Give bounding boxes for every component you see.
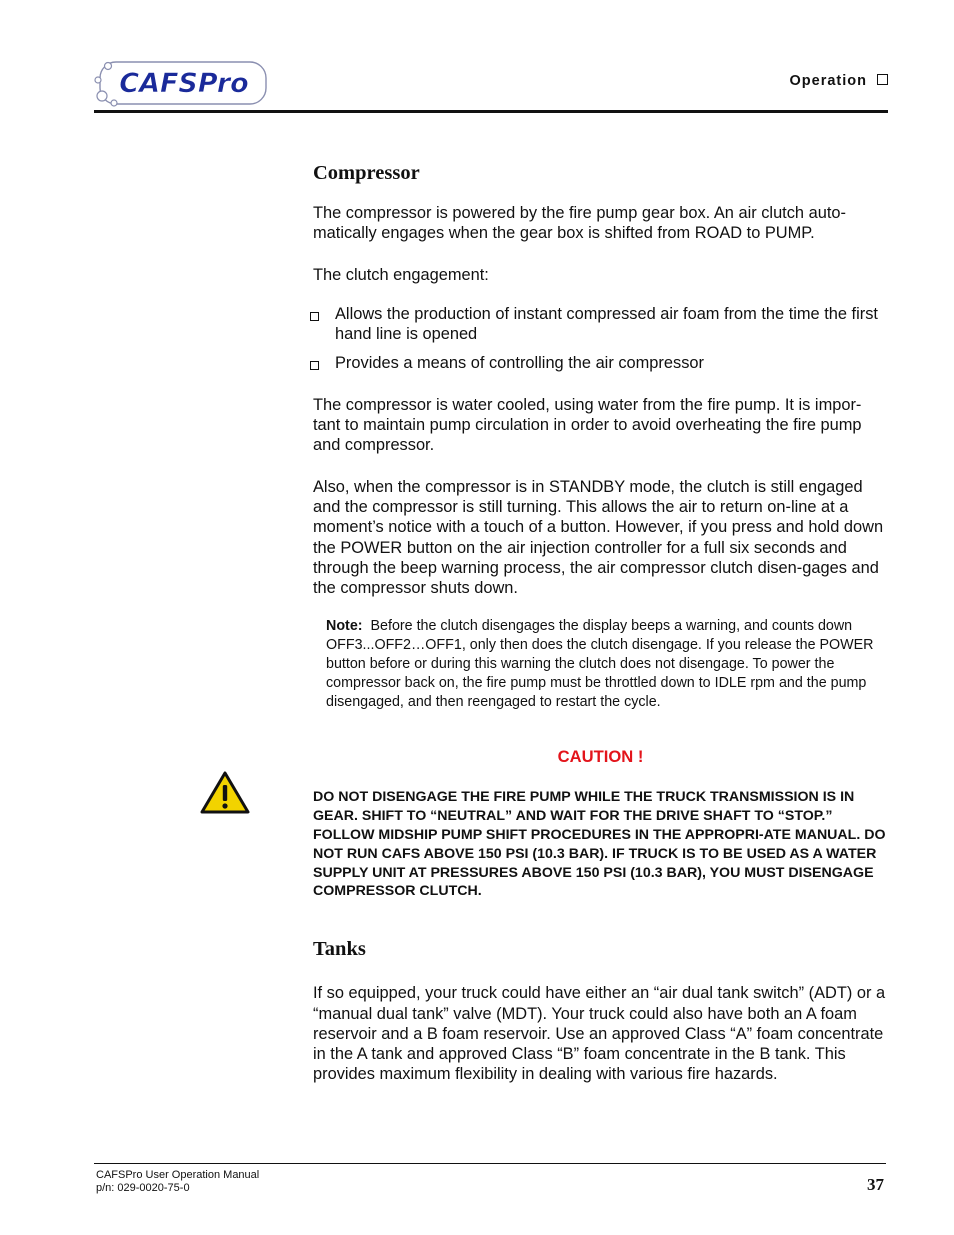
note-block	[326, 617, 888, 712]
bullet-item: Provides a means of controlling the air compressor	[313, 353, 888, 373]
svg-text:CAFSPro: CAFSPro	[119, 68, 249, 99]
compressor-para-2: The clutch engagement:	[313, 265, 489, 284]
checkbox-square-icon	[310, 361, 319, 370]
caution-title: CAUTION !	[557, 747, 644, 767]
page-number: 37	[867, 1175, 884, 1194]
compressor-para-4: Also, when the compressor is in STANDBY mode, the clutch is still engaged and the compressor is still turning. This allows the air to return on-line at a moment’s notice with a touch of a button. However, if you press and hold down the POWER button on the air injection controller for a full six seconds and through the beep warning process, the air compressor clutch disen-gages and the compressor shuts down.	[313, 477, 884, 598]
checkbox-square-icon	[877, 74, 888, 85]
header-rule	[94, 110, 888, 113]
note-text: Before the clutch disengages the display beeps a warning, and counts down OFF3...OFF2…OFF1, only then does the clutch disengage. If you release the POWER button before or during this warning the clutch does not disengage. To power the compressor back on, the fire pump must be throttled down to IDLE rpm and the pump disengaged, and then reengaged to restart the cycle.	[326, 618, 874, 711]
compressor-para-1: The compressor is powered by the fire pump gear box. An air clutch auto-matically engages when the gear box is shifted from ROAD to PUMP.	[313, 204, 846, 243]
section-label: Operation	[790, 73, 888, 89]
checkbox-square-icon	[310, 312, 319, 321]
note-label: Note:	[326, 618, 363, 635]
footer-rule	[94, 1163, 886, 1164]
footer-left	[96, 1169, 259, 1195]
bullet-item: Allows the production of instant compressed air foam from the time the first hand line is opened	[313, 304, 888, 345]
part-number: p/n: 029-0020-75-0	[96, 1182, 190, 1194]
main-content	[313, 162, 888, 1085]
tanks-para-1: If so equipped, your truck could have either an “air dual tank switch” (ADT) or a “manual dual tank” valve (MDT). Your truck could also have both an A foam reservoir and a B foam reservoir. Use an approved Class “A” foam concentrate in the A tank and approved Class “B” foam concentrate in the B tank. This provides maximum flexibility in dealing with various fire hazards.	[313, 984, 886, 1084]
clutch-bullets	[313, 304, 888, 374]
compressor-para-3: The compressor is water cooled, using water from the fire pump. It is impor-tant to maintain pump circulation in order to avoid overheating the fire pump and compressor.	[313, 395, 862, 455]
manual-title: CAFSPro User Operation Manual	[96, 1169, 260, 1181]
cafspro-logo	[94, 56, 270, 108]
compressor-heading: Compressor	[313, 162, 420, 184]
warning-triangle-icon	[199, 770, 251, 816]
tanks-heading: Tanks	[313, 938, 366, 961]
caution-body: DO NOT DISENGAGE THE FIRE PUMP WHILE THE TRUCK TRANSMISSION IS IN GEAR. SHIFT TO “NEUTRAL” AND WAIT FOR THE DRIVE SHAFT TO “STOP.” FOLLOW MIDSHIP PUMP SHIFT PROCEDURES IN THE APPROPRI-ATE MANUAL. DO NOT RUN CAFS ABOVE 150 PSI (10.3 BAR). IF TRUCK IS TO BE USED AS A WATER SUPPLY UNIT AT PRESSURES ABOVE 150 PSI (10.3 BAR), YOU MUST DISENGAGE COMPRESSOR CLUTCH.	[313, 789, 886, 900]
